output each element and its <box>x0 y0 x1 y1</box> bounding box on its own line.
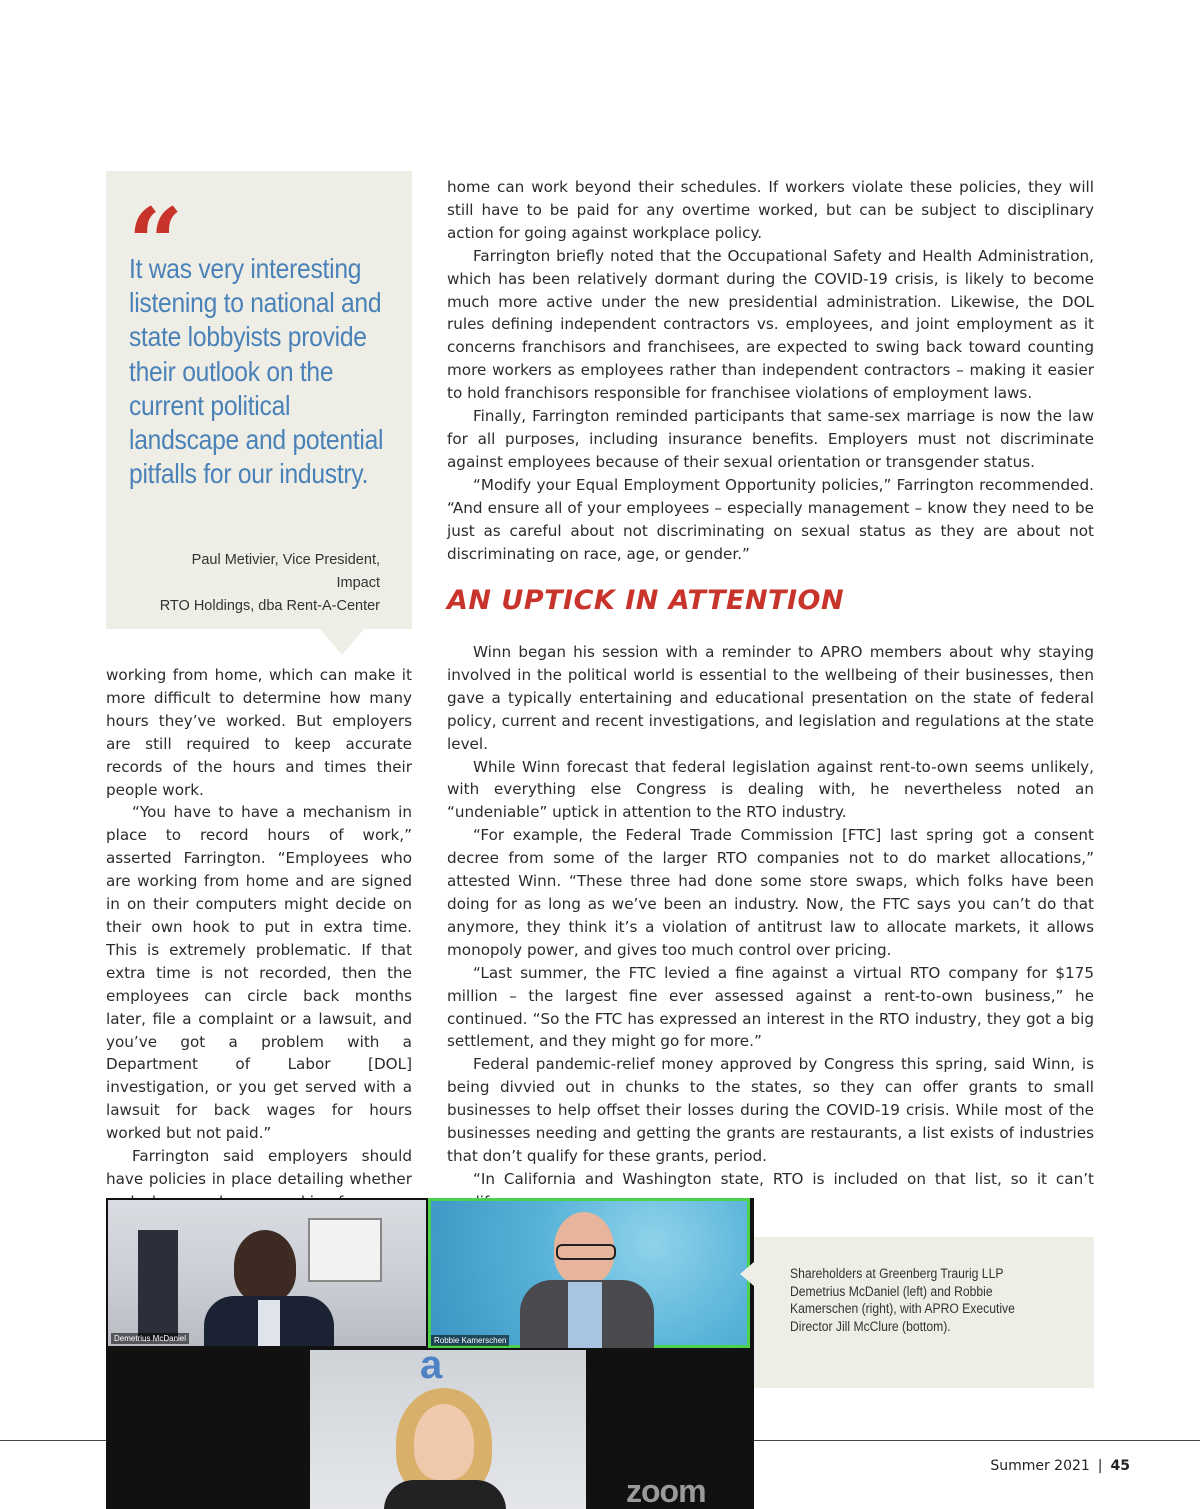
issue-label: Summer 2021 <box>990 1458 1090 1474</box>
video-tile-mcdaniel <box>108 1200 426 1346</box>
glasses-icon <box>556 1244 616 1260</box>
paragraph: home can work beyond their schedules. If workers violate these policies, they will still have to be paid for any overtime worked, but can be subject to disciplinary action for going against workplace policy. <box>447 178 1094 242</box>
caption-notch <box>740 1262 754 1286</box>
person-head <box>414 1404 474 1480</box>
paragraph: Federal pandemic-relief money approved by Congress this spring, said Winn, is being divvied out in chunks to the states, so they can offer grants to small businesses to help offset their losses during the COVID-19 crisis. While most of the businesses needing and getting the grants are restaurants, a list exists of industries that don’t qualify for these grants, period. <box>447 1055 1094 1165</box>
paragraph: Finally, Farrington reminded participants that same-sex marriage is now the law for all purposes, including insurance benefits. Employers must not discriminate against employees because of their sexual orientation or transgender status. <box>447 407 1094 471</box>
person-top <box>384 1480 506 1509</box>
paragraph: “In California and Washington state, RTO is included on that list, so it can’t <box>473 1169 1094 1188</box>
name-tag-mcdaniel: Demetrius McDaniel <box>111 1333 189 1344</box>
page-number: 45 <box>1110 1458 1130 1474</box>
paragraph: Farrington briefly noted that the Occupational Safety and Health Administration, which has been relatively dormant during the COVID-19 crisis, is likely to become much more active under the new presidential administration. Likewise, the DOL rules defining independent contractors vs. employees, and joint employment as it concerns franchisors and franchisees, are expected to swing back toward counting more workers as employees rather than independent contractors – making it easier to hold franchisors responsible for franchisee violations of employment laws. <box>447 246 1094 403</box>
coat-rack-shape <box>138 1230 178 1340</box>
video-tile-kamerschen <box>428 1198 750 1348</box>
pull-quote-notch <box>320 629 364 655</box>
right-column-top <box>447 176 1094 565</box>
paragraph: “For example, the Federal Trade Commission [FTC] last spring got a consent decree from some of the larger RTO companies not to do market allocations,” attested Winn. “These three had done some store swaps, which folks have been doing for as long as we’ve been an industry. Now, the FTC says you can’t do that anymore, they think it’s a violation of antitrust law to allocate markets, it allows monopoly power, and gives too much control over pricing. <box>447 826 1094 959</box>
apro-logo: a <box>420 1350 443 1387</box>
paragraph: Winn began his session with a reminder to APRO members about why staying involved in the political world is essential to the wellbeing of their businesses, then gave a typically entertaining and educational presentation on the state of federal policy, current and recent investigations, and legislation and regulations at the state level. <box>447 643 1094 753</box>
pull-quote-attribution <box>150 549 380 618</box>
person-shirt <box>258 1300 280 1346</box>
attribution-line-2: RTO Holdings, dba Rent-A-Center <box>159 598 380 614</box>
zoom-logo: zoom <box>626 1473 706 1509</box>
paragraph: While Winn forecast that federal legislation against rent-to-own seems unlikely, with everything else Congress is dealing with, he nevertheless noted an “undeniable” uptick in attention to the RTO industry. <box>447 757 1094 822</box>
window-shape <box>308 1218 382 1282</box>
person-head <box>234 1230 296 1302</box>
paragraph: “Last summer, the FTC levied a fine against a virtual RTO company for $175 million – the largest fine ever assessed against a rent-to-own business,” he continued. “So the FTC has expressed an interest in the RTO industry, they got a big settlement, and they might go for more.” <box>447 963 1094 1051</box>
quote-mark-icon: “ <box>128 187 178 300</box>
pull-quote-text: It was very interesting listening to national and state lobbyists provide their outlook on the current political landscape and potential pitfalls for our industry. <box>129 253 384 490</box>
photo-caption: Shareholders at Greenberg Traurig LLP Demetrius McDaniel (left) and Robbie Kamerschen (right), with APRO Executive Director Jill McClure (bottom). <box>790 1266 1015 1334</box>
footer-rule <box>0 1440 106 1441</box>
zoom-call-photo <box>106 1198 754 1509</box>
name-tag-kamerschen: Robbie Kamerschen <box>431 1335 509 1346</box>
page-footer <box>990 1458 1130 1474</box>
footer-rule <box>754 1440 1200 1441</box>
attribution-line-1: Paul Metivier, Vice President, Impact <box>191 552 380 591</box>
paragraph: Farrington said employers should have policies in place detailing whether <box>106 1147 412 1188</box>
left-column <box>106 664 412 1214</box>
person-shirt <box>568 1282 602 1348</box>
video-tile-mcclure <box>310 1350 586 1509</box>
paragraph: working from home, which can make it more difficult to determine how many hours they’ve worked. But employers are still required to keep accurate records of the hours and times their people work. <box>106 666 412 799</box>
right-column-bottom <box>447 641 1094 1214</box>
paragraph: “Modify your Equal Employment Opportunity policies,” Farrington recommended. “And ensure all of your employees – especially management – know they need to be just as careful about not discriminating on sexual status as they are about not discriminating on race, age, or gender.” <box>447 475 1094 563</box>
section-heading: AN UPTICK IN ATTENTION <box>447 585 845 616</box>
paragraph: “You have to have a mechanism in place to record hours of work,” asserted Farrington. “Employees who are working from home and are signed in on their computers might decide on their own hook to put in extra time. This is extremely problematic. If that extra time is not recorded, then the employees can circle back months later, file a complaint or a lawsuit, and you’ve got a problem with a Department of Labor [DOL] investigation, or you get served with a lawsuit for back wages for hours worked but not paid.” <box>106 803 412 1143</box>
footer-separator: | <box>1097 1458 1103 1474</box>
